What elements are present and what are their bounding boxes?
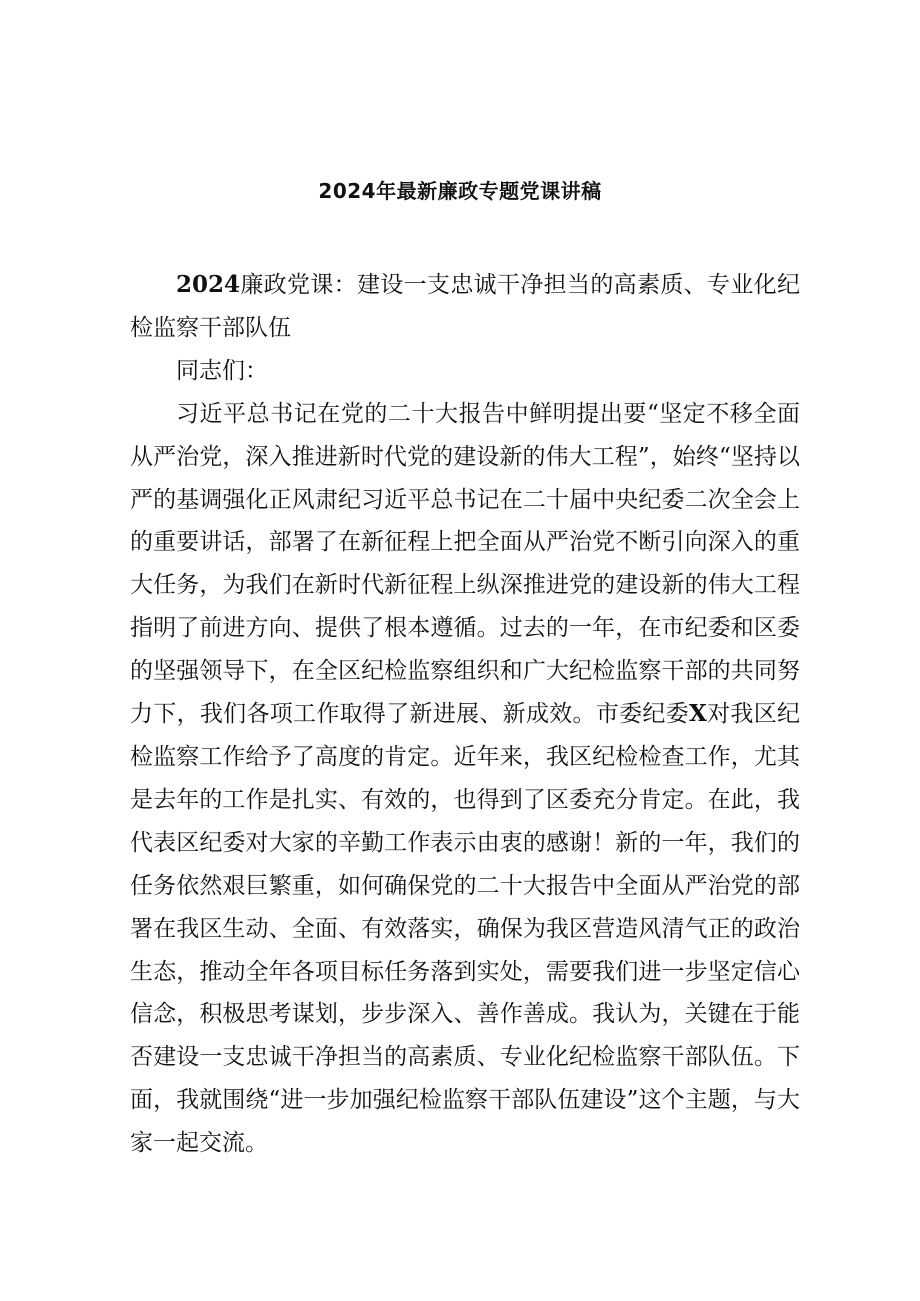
paragraph-bold-x: X	[688, 700, 707, 728]
document-body	[130, 264, 800, 1165]
lecture-subtitle	[130, 264, 800, 350]
subtitle-year: 2024	[176, 271, 241, 298]
greeting: 同志们：	[176, 357, 268, 384]
document-title: 2024年最新廉政专题党课讲稿	[318, 179, 602, 203]
subtitle-text: 廉政党课：建设一支忠诚干净担当的高素质、专业化纪检监察干部队伍	[130, 272, 800, 341]
body-paragraph	[130, 393, 800, 1165]
paragraph-text-part2: 对我区纪检监察工作给予了高度的肯定。近年来，我区纪检检查工作，尤其是去年的工作是扎实、有效的，也得到了区委充分肯定。在此，我代表区纪委对大家的辛勤工作表示由衷的感谢！新的一年，我们的任务依然艰巨繁重，如何确保党的二十大报告中全面从严治党的部署在我区生动、全面、有效落实，确保为我区营造风清气正的政治生态，推动全年各项目标任务落到实处，需要我们进一步坚定信心信念，积极思考谋划，步步深入、善作善成。我认为，关键在于能否建设一支忠诚干净担当的高素质、专业化纪检监察干部队伍。下面，我就围绕“进一步加强纪检监察干部队伍建设”这个主题，与大家一起交流。	[130, 701, 801, 1157]
paragraph-text-part1: 习近平总书记在党的二十大报告中鲜明提出要“坚定不移全面从严治党，深入推进新时代党的建设新的伟大工程”，始终“坚持以严的基调强化正风肃纪习近平总书记在二十届中央纪委二次全会上的重要讲话，部署了在新征程上把全面从严治党不断引向深入的重大任务，为我们在新时代新征程上纵深推进党的建设新的伟大工程指明了前进方向、提供了根本遵循。过去的一年，在市纪委和区委的坚强领导下，在全区纪检监察组织和广大纪检监察干部的共同努力下，我们各项工作取得了新进展、新成效。市委纪委	[130, 400, 800, 728]
